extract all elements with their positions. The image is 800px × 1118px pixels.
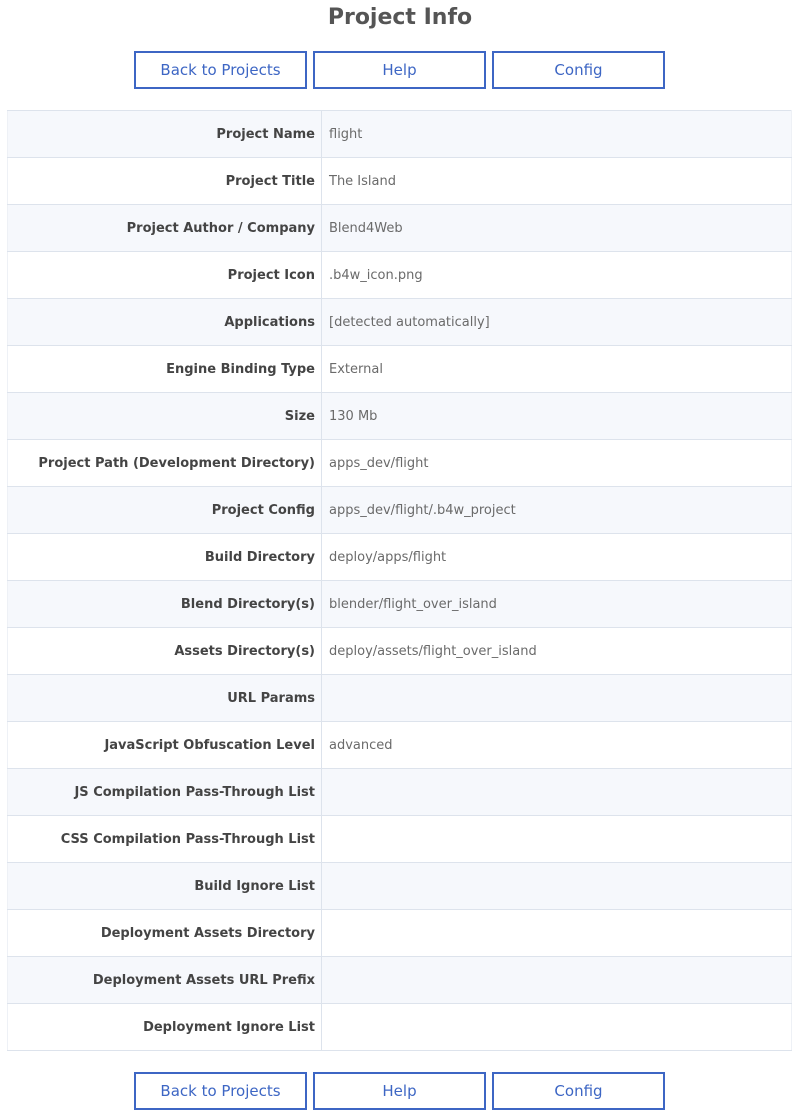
row-value [322,816,792,863]
row-label: JS Compilation Pass-Through List [8,769,322,816]
table-row-js-passthrough-list [8,769,792,816]
row-value: blender/flight_over_island [322,581,792,628]
row-label: JavaScript Obfuscation Level [8,722,322,769]
help-button[interactable]: Help [313,51,486,89]
table-row-project-name [8,111,792,158]
config-button[interactable]: Config [492,1072,665,1110]
row-value [322,910,792,957]
bottom-button-row [0,1072,800,1110]
row-value: Blend4Web [322,205,792,252]
table-row-engine-binding-type [8,346,792,393]
row-value [322,769,792,816]
row-value: deploy/apps/flight [322,534,792,581]
row-label: Applications [8,299,322,346]
top-button-row [0,51,800,89]
table-row-project-path [8,440,792,487]
row-label: Engine Binding Type [8,346,322,393]
table-row-deployment-assets-directory [8,910,792,957]
table-row-build-ignore-list [8,863,792,910]
row-value [322,863,792,910]
row-label: Build Ignore List [8,863,322,910]
table-row-css-passthrough-list [8,816,792,863]
row-label: Project Path (Development Directory) [8,440,322,487]
row-value [322,1004,792,1051]
row-label: Blend Directory(s) [8,581,322,628]
help-button[interactable]: Help [313,1072,486,1110]
row-label: Project Author / Company [8,205,322,252]
row-label: URL Params [8,675,322,722]
table-row-project-icon [8,252,792,299]
row-value: External [322,346,792,393]
row-label: Assets Directory(s) [8,628,322,675]
row-value [322,675,792,722]
table-row-blend-directory [8,581,792,628]
row-value: [detected automatically] [322,299,792,346]
row-label: Project Config [8,487,322,534]
row-label: Project Title [8,158,322,205]
table-row-size [8,393,792,440]
row-value: deploy/assets/flight_over_island [322,628,792,675]
row-value: flight [322,111,792,158]
table-row-project-config [8,487,792,534]
row-value: advanced [322,722,792,769]
row-label: Build Directory [8,534,322,581]
page-title: Project Info [327,5,473,30]
back-to-projects-button[interactable]: Back to Projects [134,1072,307,1110]
row-label: Project Icon [8,252,322,299]
row-label: Deployment Ignore List [8,1004,322,1051]
table-row-project-title [8,158,792,205]
row-label: Project Name [8,111,322,158]
row-value: apps_dev/flight/.b4w_project [322,487,792,534]
table-row-deployment-assets-url-prefix [8,957,792,1004]
back-to-projects-button[interactable]: Back to Projects [134,51,307,89]
row-value [322,957,792,1004]
table-row-js-obfuscation-level [8,722,792,769]
table-row-applications [8,299,792,346]
row-value: apps_dev/flight [322,440,792,487]
project-info-table [7,110,792,1051]
table-row-deployment-ignore-list [8,1004,792,1051]
table-row-build-directory [8,534,792,581]
row-label: CSS Compilation Pass-Through List [8,816,322,863]
row-label: Size [8,393,322,440]
table-row-project-author [8,205,792,252]
row-label: Deployment Assets URL Prefix [8,957,322,1004]
row-value: 130 Mb [322,393,792,440]
table-row-url-params [8,675,792,722]
row-value: .b4w_icon.png [322,252,792,299]
config-button[interactable]: Config [492,51,665,89]
table-row-assets-directory [8,628,792,675]
row-value: The Island [322,158,792,205]
row-label: Deployment Assets Directory [8,910,322,957]
